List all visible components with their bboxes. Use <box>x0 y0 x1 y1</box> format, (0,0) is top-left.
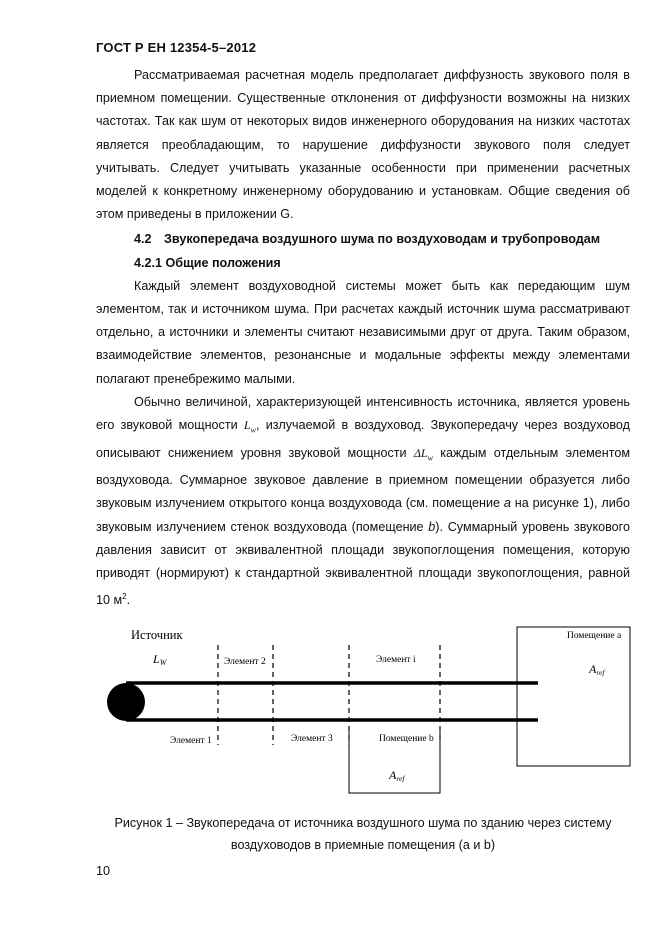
text-run: ). Суммарный уровень звукового давления зависит от эквивалентной площади звукопоглощения помещения, которую приводят (нормируют) к стандартной эквивалентной площади звукопоглощения, равной 10 м <box>96 519 630 608</box>
paragraph-diffusion: Рассматриваемая расчетная модель предполагает диффузность звукового поля в приемном помещении. Существенные отклонения от диффузности возможны на низких частотах. Так как шум от некоторых видов инженерного оборудования на низких частотах является преобладающим, то нарушение диффузности звукового поля следует учитывать. Следует учитывать указанные особенности при применении расчетных моделей к конкретному инженерному оборудованию и установкам. Общие сведения об этом приведены в приложении G. <box>96 68 630 222</box>
room-b-label: Помещение b <box>379 734 434 744</box>
text-run: Обычно величиной, характеризующей интенсивность источника, является уровень его звуковой мощности <box>96 394 630 433</box>
element-i-label: Элемент i <box>376 655 416 665</box>
caption-line-2: воздуховодов в приемные помещения (a и b) <box>230 838 496 852</box>
text-run: , излучаемой в воздуховод. Звукопередачу через воздуховод описывают снижением уровня звуковой мощности <box>96 418 630 460</box>
document-header: ГОСТ Р ЕН 12354-5–2012 <box>96 40 257 55</box>
text-run: на рисунке 1), либо звуковым излучением стенок воздуховода (помещение <box>96 496 630 534</box>
subsection-heading: 4.2.1 Общие положения <box>134 255 281 270</box>
room-a-box <box>517 627 630 766</box>
element1-label: Элемент 1 <box>170 736 212 746</box>
element3-label: Элемент 3 <box>291 734 333 744</box>
room-b-ref: b <box>428 519 436 534</box>
section-title: Звукопередача воздушного шума по воздуховодам и трубопроводам <box>164 232 601 247</box>
caption-line-1: Рисунок 1 – Звукопередача от источника воздушного шума по зданию через систему <box>114 816 612 830</box>
room-b-aref: Aref <box>389 768 405 783</box>
superscript: 2 <box>122 592 127 602</box>
lw-label: LW <box>153 652 167 667</box>
page-number: 10 <box>96 864 111 878</box>
text-run: каждым отдельным элементом воздуховода. Суммарное звуковое давление в приемном помещении образуется либо звуковым излучением открытого конца воздуховода (см. помещение <box>96 445 630 511</box>
source-circle <box>107 683 145 721</box>
figure-caption <box>96 812 630 856</box>
section-number: 4.2 <box>134 232 152 247</box>
room-a-aref: Aref <box>589 662 605 677</box>
room-a-label: Помещение a <box>567 631 622 641</box>
source-label: Источник <box>131 628 183 642</box>
symbol-delta-lw: $\Delta L_w$ <box>413 445 433 463</box>
paragraph-elements: Каждый элемент воздуховодной системы может быть как передающим шум элементом, так и источником шума. При расчетах каждый источник шума рассматривают отдельно, а источники и элементы считают независимыми друг от друга. Таким образом, взаимодействие элементов, резонансные и модальные эффекты между элементами полагают пренебрежимо малыми. <box>96 278 630 386</box>
room-a-ref: a <box>503 496 511 511</box>
symbol-lw: $L_w$ <box>243 418 256 435</box>
element2-label: Элемент 2 <box>224 657 266 667</box>
text-run: . <box>126 593 131 608</box>
